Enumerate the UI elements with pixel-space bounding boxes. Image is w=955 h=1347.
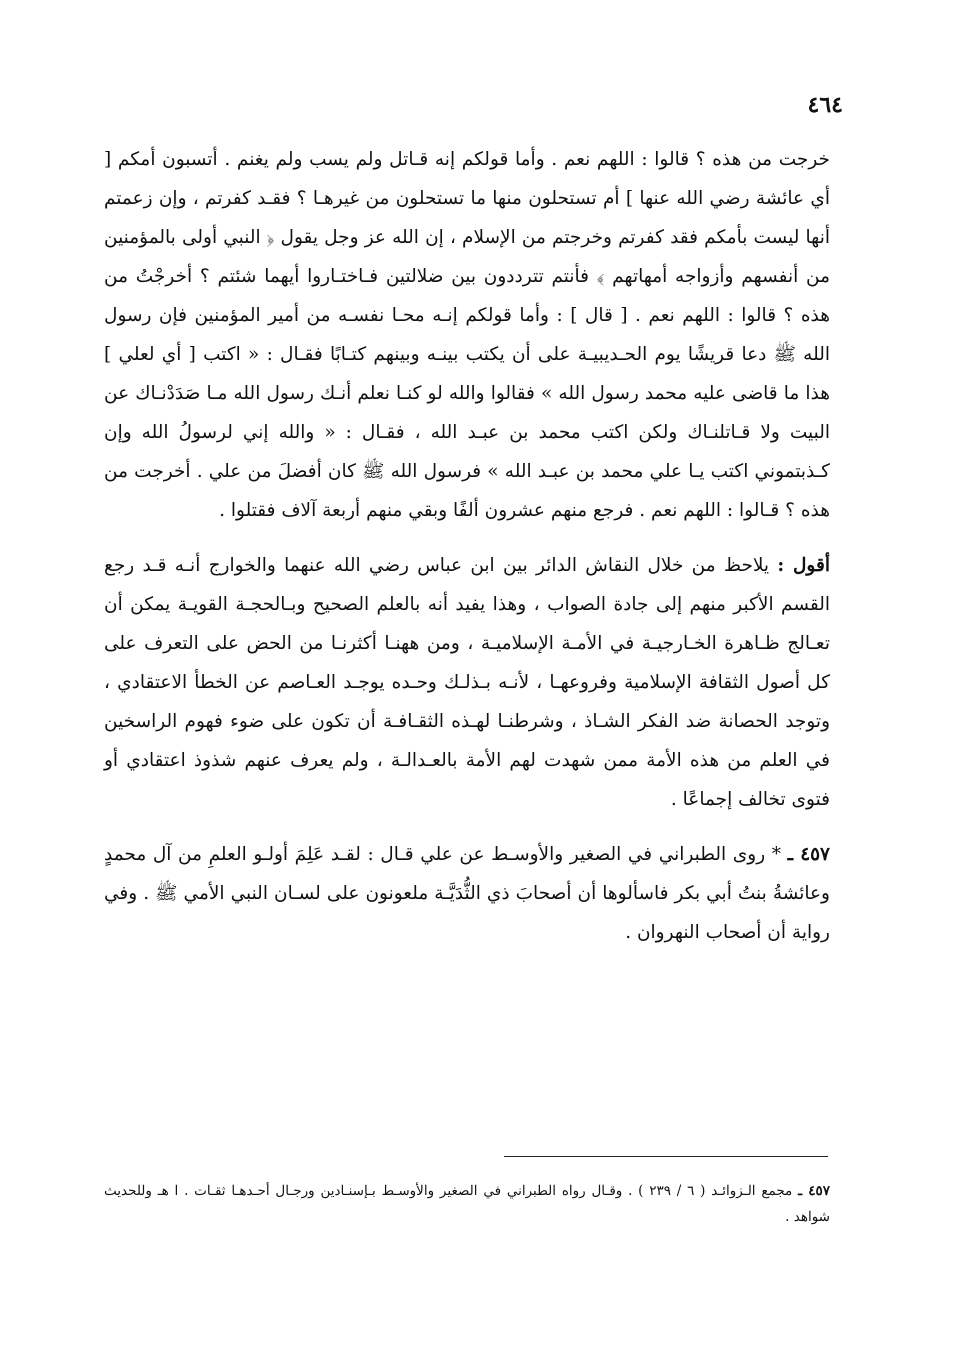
paragraph-dialogue xyxy=(104,140,830,530)
paragraph-commentary xyxy=(104,546,830,819)
footnote-text: مجمع الـزوائـد ( ٦ / ٢٣٩ ) . وقـال رواه الطبراني في الصغير والأوسـط بـإسنـادين ورجـال أحـدهـا ثقـات . ا هـ وللحديث شواهد . xyxy=(104,1183,830,1225)
commentary-lead: أقول : xyxy=(777,555,830,576)
paragraph-text: يلاحظ من خلال النقاش الدائر بين ابن عباس رضي الله عنهما والخوارج أنـه قـد رجع القسم الأكبر منهم إلى جادة الصواب ، وهذا يفيد أنه بالعلم الصحيح وبـالحجـة القويـة يمكن أن تعـالج ظـاهرة الخـارجيـة في الأمـة الإسلاميـة ، ومن ههنـا أكثرنـا من الحض على التعرف على كل أصول الثقافة الإسلامية وفروعهـا ، لأنـه بـذلـك وحـده يوجـد العـاصم عن الخطأ الاعتقادي ، وتوجد الحصانة ضد الفكر الشـاذ ، وشرطنـا لهـذه الثقـافـة أن تكون على ضوء فهوم الراسخين في العلم من هذه الأمة ممن شهدت لهم الأمة بالعـدالـة ، ولم يعرف عنهم شذوذ اعتقادي أو فتوى تخالف إجماعًا . xyxy=(104,555,830,810)
footnotes xyxy=(104,1178,830,1230)
footnote-divider xyxy=(504,1156,828,1157)
hadith-number: ٤٥٧ ـ xyxy=(787,844,830,865)
footnote-number: ٤٥٧ ـ xyxy=(798,1183,831,1199)
paragraph-hadith-457 xyxy=(104,835,830,952)
paragraph-text: * روى الطبراني في الصغير والأوسـط عن علي قـال : لقـد عَلِمَ أولـو العلمِ من آل محمدٍ وعائشةُ بنتُ أبي بكر فاسألوها أن أصحابَ ذي الثُّدَيَّـة ملعونون على لسـان النبي الأمي ﷺ . وفي رواية أن أصحاب النهروان . xyxy=(104,844,830,943)
paragraph-text: خرجت من هذه ؟ قالوا : اللهم نعم . وأما قولكم إنه قـاتل ولم يسب ولم يغنم . أتسبون أمكم [ أي عائشة رضي الله عنها ] أم تستحلون منها ما تستحلون من غيرهـا ؟ فقـد كفرتم ، وإن زعمتم أنها ليست بأمكم فقد كفرتم وخرجتم من الإسلام ، إن الله عز وجل يقول ﴿ النبي أولى بالمؤمنين من أنفسهم وأزواجه أمهاتهم ﴾ فأنتم تترددون بين ضلالتين فـاختـاروا أيهما شئتم ؟ أخرجْتُ من هذه ؟ قالوا : اللهم نعم . [ قال ] : وأما قولكم إنـه محـا نفسـه من أمير المؤمنين فإن رسول الله ﷺ دعا قريشًا يوم الحـديبيـة على أن يكتب بينـه وبينهم كتـابًا فقـال : « اكتب [ أي لعلي ] هذا ما قاضى عليه محمد رسول الله » فقالوا والله لو كنـا نعلم أنـك رسول الله مـا صَدَدْنـاك عن البيت ولا قـاتلنـاك ولكن اكتب محمد بن عبـد الله ، فقـال : « والله إني لرسولُ الله وإن كـذبتموني اكتب يـا علي محمد بن عبـد الله » فرسول الله ﷺ كان أفضلَ من علي . أخرجت من هذه ؟ قـالوا : اللهم نعم . فرجع منهم عشرون ألفًا وبقي منهم أربعة آلاف فقتلوا . xyxy=(104,149,830,521)
page-number: ٤٦٤ xyxy=(807,92,843,118)
main-text xyxy=(104,140,830,952)
